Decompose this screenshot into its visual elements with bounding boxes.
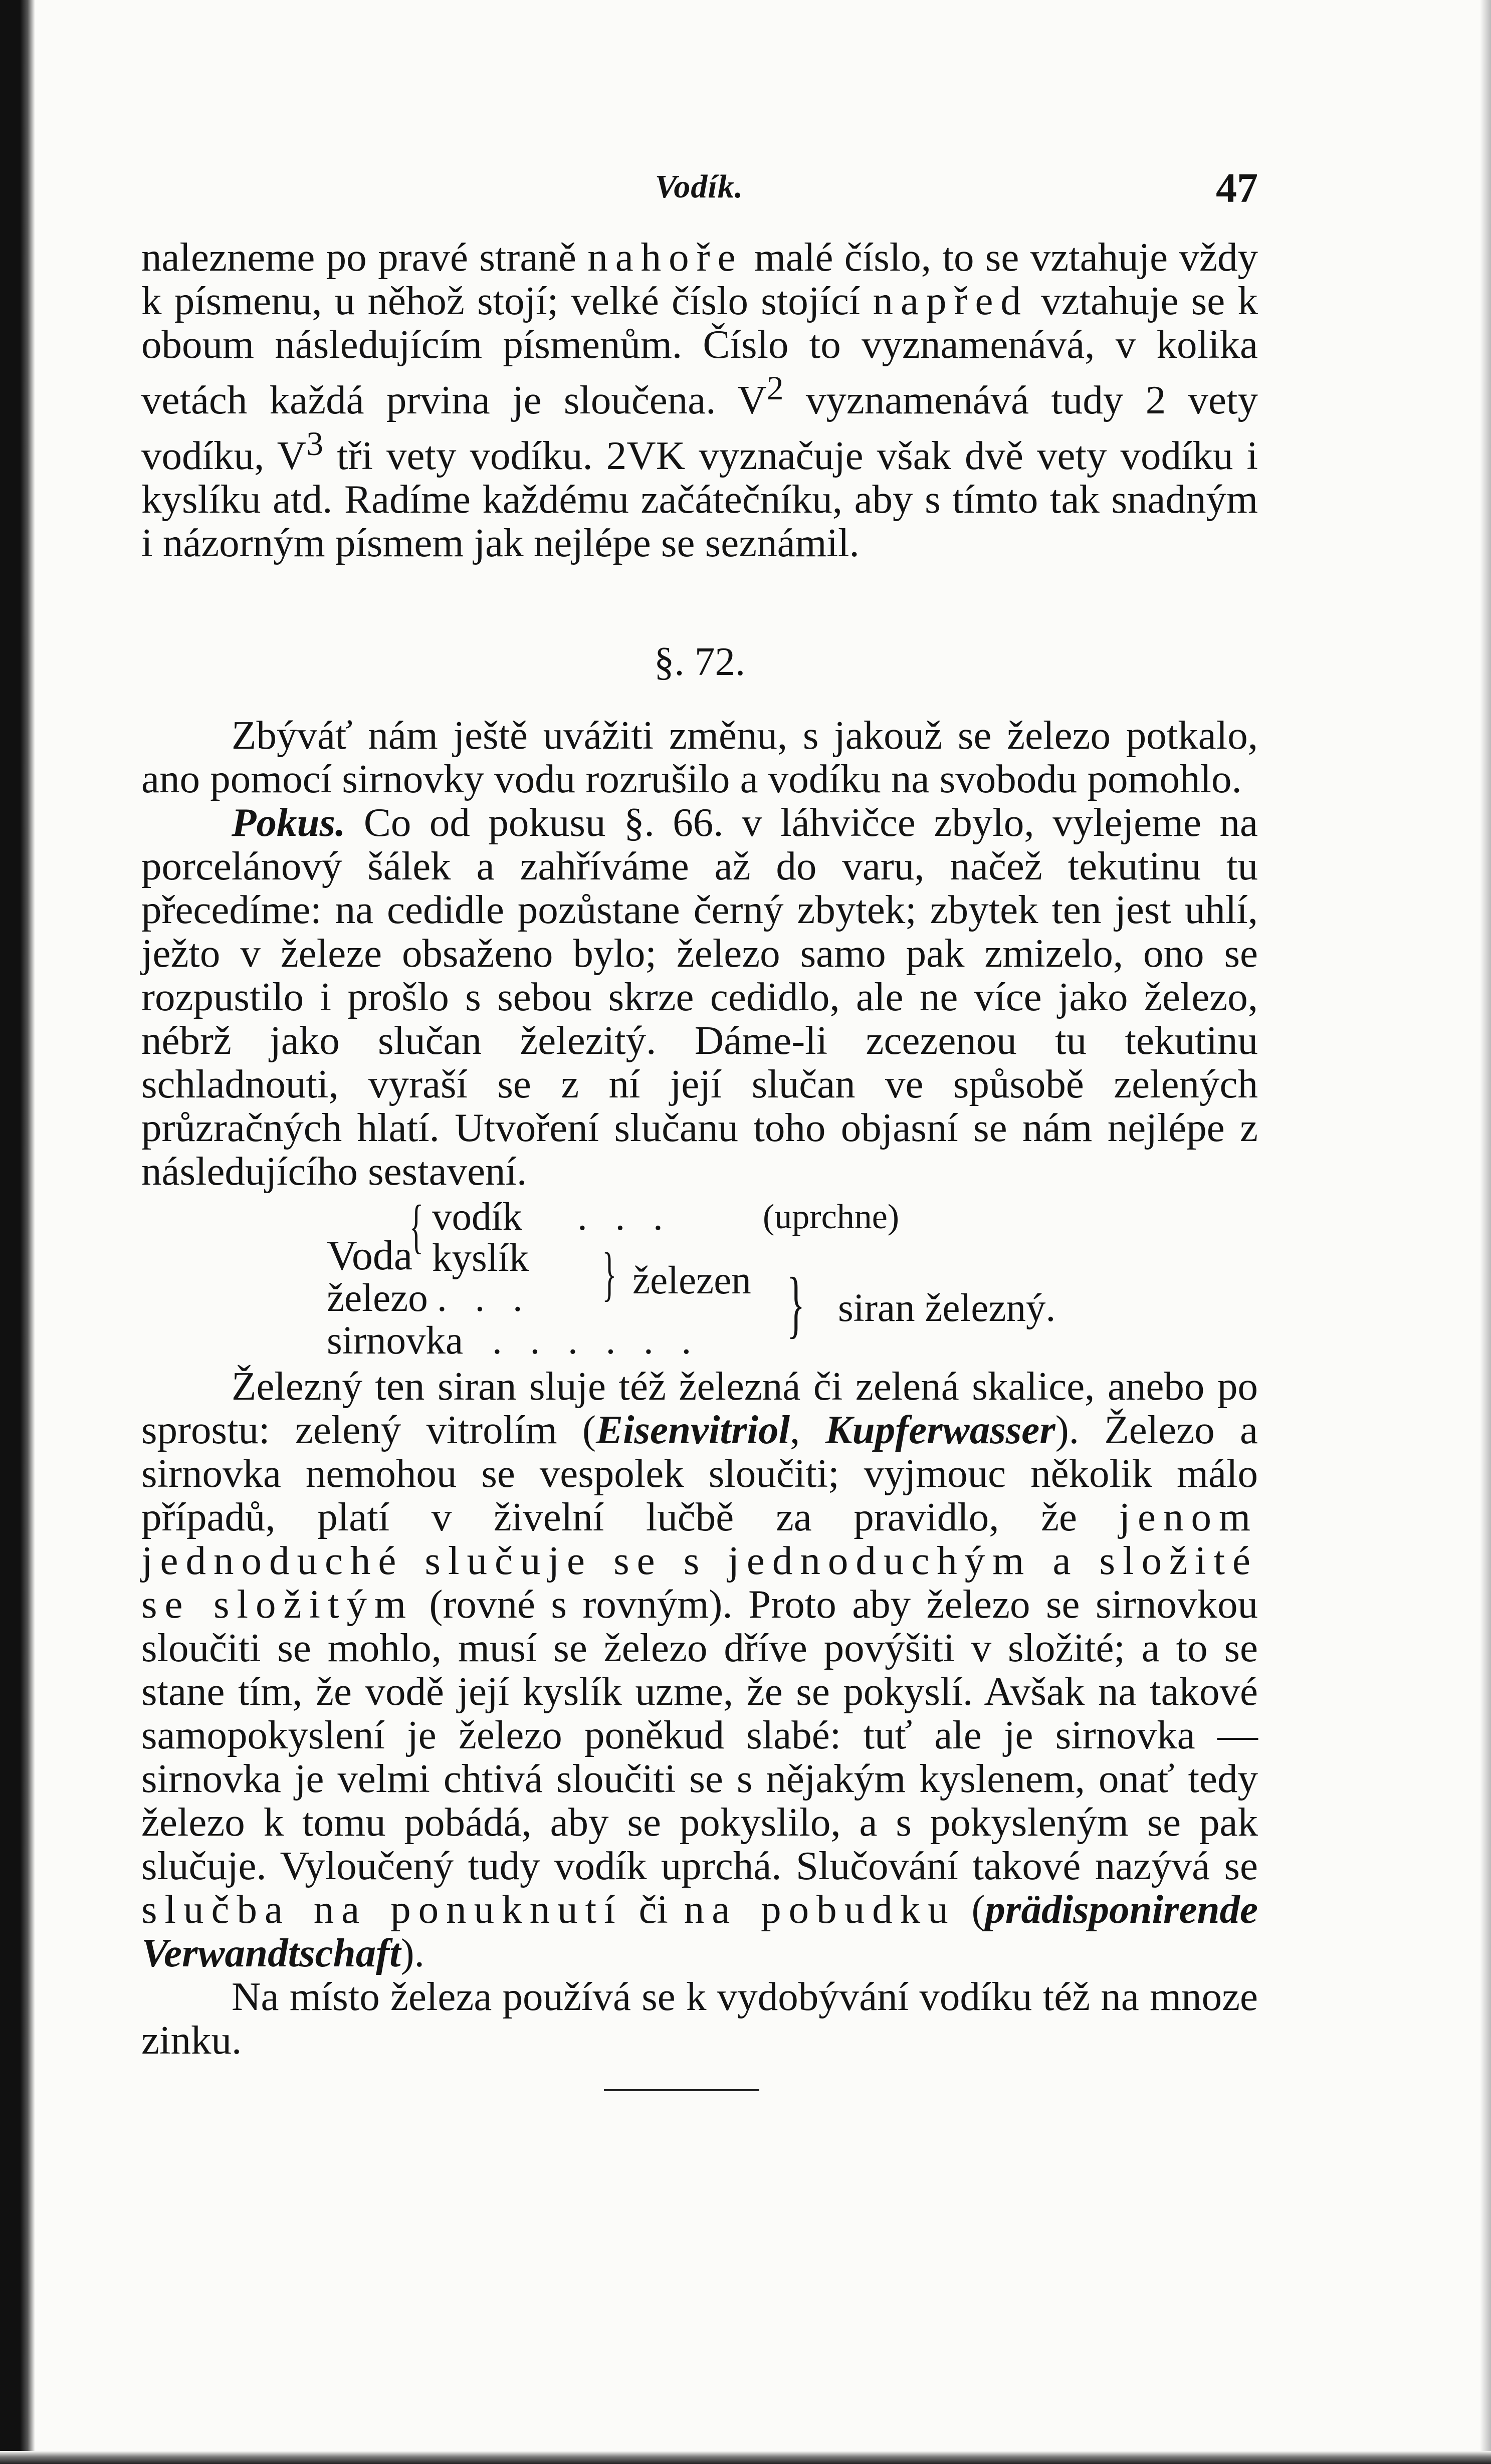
scheme-brace-2: }: [602, 1240, 617, 1307]
scheme-zelezo: železo: [327, 1276, 428, 1320]
paragraph-continued: nalezneme po pravé straně nahoře malé číslo, to se vztahuje vždy k písmenu, u něhož stojí; velké číslo stojící napřed vztahuje se k oboum následujícím písmenům. Číslo to vyznamenává, v kolika vetách každá prvina je sloučena. $V^2$ vyznamenává tudy 2 vety vodíku, $V^3$ tři vety vodíku. 2VK vyznačuje však dvě vety vodíku i kyslíku atd. Radíme každému začátečníku, aby s tímto tak snadným i názorným písmem jak nejlépe se seznámil.: [141, 235, 1258, 565]
paragraph-final: Na místo železa používá se k vydobývání vodíku též na mnoze zinku.: [141, 1974, 1258, 2063]
scheme-voda: Voda: [327, 1232, 413, 1279]
end-rule: [604, 2089, 759, 2091]
paragraph-siran: Železný ten siran sluje též železná či zelená skalice, anebo po sprostu: zelený vitrolím (Eisenvitriol, Kupferwasser). Železo a sirnovka nemohou se vespolek sloučiti; vyjmouc několik málo případů, platí v živelní lučbě za pravidlo, že jenom jednoduché slučuje se s jednoduchým a složité se složitým (rovné s rovným). Proto aby železo se sirnovkou sloučiti se mohlo, musí se železo dříve povýšiti v složité; a to se stane tím, že vodě její kyslík uzme, že se pokyslí. Avšak na takové samopokyslení je železo poněkud slabé: tuť ale je sirnovka — sirnovka je velmi chtivá sloučiti se s nějakým kyslenem, onať tedy železo k tomu pobádá, aby se pokyslilo, a s pokysleným se pak slučuje. Vyloučený tudy vodík uprchá. Slučování takové nazývá se slučba na ponuknutí či na pobudku (prädisponirende Verwandtschaft).: [141, 1364, 1258, 1975]
binding-edge: [0, 0, 35, 2464]
scheme-vodik: vodík: [432, 1195, 522, 1239]
scheme-brace-1: {: [409, 1193, 424, 1259]
scheme-uprchne: (uprchne): [763, 1198, 900, 1236]
reaction-scheme: [141, 1193, 1258, 1363]
experiment-text: Co od pokusu §. 66. v láhvičce zbylo, vylejeme na porcelánový šálek a zahříváme až do varu, načež tekutinu tu přecedíme: na cedidle pozůstane černý zbytek; zbytek ten jest uhlí, ježto v železe obsaženo bylo; železo samo pak zmizelo, ono se rozpustilo i prošlo s sebou skrze cedidlo, ale ne více jako železo, nébrž jako slučan železitý. Dáme-li zcezenou tu tekutinu schladnouti, vyraší se z ní její slučan ve spůsobě zelených průzračných hlatí. Utvoření slučanu toho objasní se nám nejlépe z následujícího sestavení.: [141, 800, 1258, 1194]
page-edge-right: [1480, 0, 1491, 2464]
paragraph-experiment: [141, 801, 1258, 1193]
running-title: Vodík.: [655, 168, 744, 205]
page-number: 47: [1216, 165, 1258, 211]
page-edge-bottom: [0, 2451, 1491, 2464]
scheme-brace-3: }: [787, 1262, 805, 1346]
scheme-sirnovka: sirnovka: [327, 1319, 464, 1363]
paragraph: Zbýváť nám ještě uvážiti změnu, s jakouž se železo potkalo, ano pomocí sirnovky vodu rozrušilo a vodíku na svobodu pomohlo.: [141, 713, 1258, 801]
scheme-kyslik: kyslík: [432, 1236, 529, 1280]
body-text: [141, 236, 1258, 2062]
scheme-sirnovka-dots: . . . . . .: [492, 1319, 701, 1363]
scheme-zelezen: železen: [632, 1259, 751, 1302]
page-header: [140, 165, 1258, 218]
section-heading: §. 72.: [654, 639, 746, 684]
experiment-label: Pokus.: [232, 800, 346, 845]
scheme-zelezo-dots: . . .: [437, 1276, 532, 1320]
scheme-vodik-dots: . . .: [577, 1195, 672, 1239]
scheme-siran: siran železný.: [838, 1286, 1056, 1330]
